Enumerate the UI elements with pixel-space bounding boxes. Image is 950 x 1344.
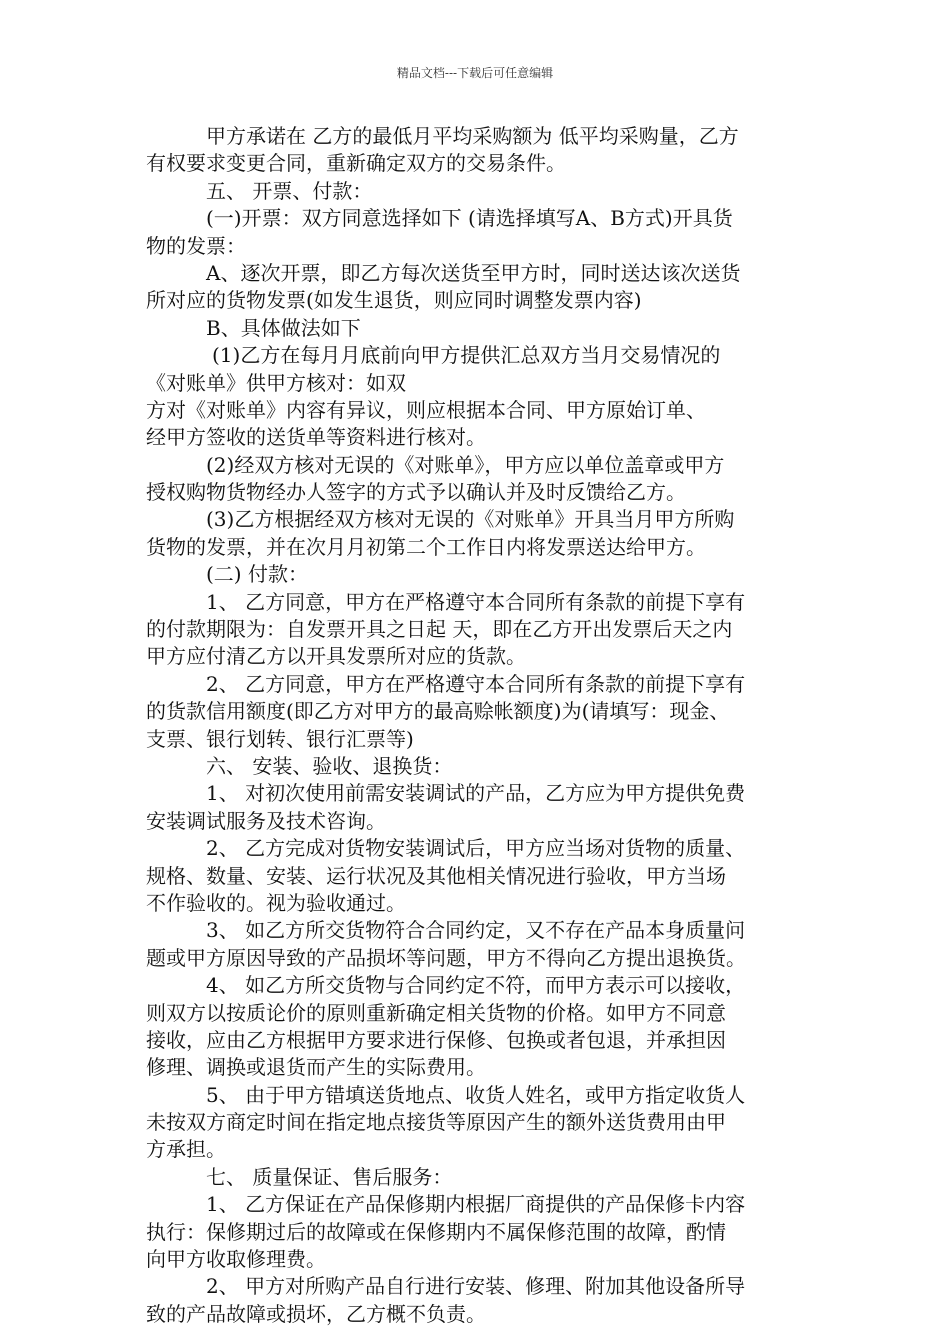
paragraph-line: 2、 乙方同意，甲方在严格遵守本合同所有条款的前提下享有 — [206, 671, 746, 696]
paragraph-line: 安装调试服务及技术咨询。 — [146, 808, 386, 833]
paragraph-line: 1、 对初次使用前需安装调试的产品，乙方应为甲方提供免费 — [206, 781, 746, 806]
paragraph-line: 五、 开票、付款： — [206, 178, 373, 203]
paragraph-line: 的付款期限为：自发票开具之日起 天，即在乙方开出发票后天之内 — [146, 617, 733, 642]
paragraph-line: (一)开票：双方同意选择如下 (请选择填写A、B方式)开具货 — [206, 206, 733, 231]
paragraph-line: 甲方承诺在 乙方的最低月平均采购额为 低平均采购量，乙方 — [206, 124, 739, 148]
paragraph-line: 5、 由于甲方错填送货地点、收货人姓名，或甲方指定收货人 — [206, 1082, 746, 1107]
paragraph-line: (3)乙方根据经双方核对无误的《对账单》开具当月甲方所购 — [206, 507, 735, 532]
paragraph-line: 所对应的货物发票(如发生退货，则应同时调整发票内容) — [146, 288, 642, 313]
paragraph-line: (二) 付款： — [206, 562, 308, 587]
paragraph-line: 题或甲方原因导致的产品损坏等问题，甲方不得向乙方提出退换货。 — [146, 945, 746, 970]
paragraph-line: 方对《对账单》内容有异议，则应根据本合同、甲方原始订单、 — [146, 397, 706, 422]
paragraph-line: B、具体做法如下 — [206, 315, 361, 340]
paragraph-line: 规格、数量、安装、运行状况及其他相关情况进行验收，甲方当场 — [146, 863, 726, 888]
paragraph-line: (1)乙方在每月月底前向甲方提供汇总双方当月交易情况的 — [212, 343, 721, 368]
paragraph-line: 六、 安装、验收、退换货： — [206, 753, 453, 778]
paragraph-line: 授权购物货物经办人签字的方式予以确认并及时反馈给乙方。 — [146, 480, 686, 505]
paragraph-line: 支票、银行划转、银行汇票等) — [146, 726, 414, 751]
paragraph-line: 执行：保修期过后的故障或在保修期内不属保修范围的故障，酌情 — [146, 1219, 726, 1244]
paragraph-line: 甲方应付清乙方以开具发票所对应的货款。 — [146, 644, 526, 669]
paragraph-line: 2、 甲方对所购产品自行进行安装、修理、附加其他设备所导 — [206, 1274, 746, 1299]
paragraph-line: 1、 乙方同意，甲方在严格遵守本合同所有条款的前提下享有 — [206, 589, 746, 614]
paragraph-line: 七、 质量保证、售后服务： — [206, 1164, 453, 1189]
paragraph-line: 不作验收的。视为验收通过。 — [146, 890, 406, 915]
page-header: 精品文档---下载后可任意编辑 — [396, 66, 554, 80]
paragraph-line: 方承担。 — [146, 1137, 226, 1162]
paragraph-line: 则双方以按质论价的原则重新确定相关货物的价格。如甲方不同意 — [146, 1000, 726, 1025]
paragraph-line: 的货款信用额度(即乙方对甲方的最高赊帐额度)为(请填写：现金、 — [146, 699, 730, 724]
paragraph-line: 向甲方收取修理费。 — [146, 1247, 326, 1272]
paragraph-line: 2、 乙方完成对货物安装调试后，甲方应当场对货物的质量、 — [206, 836, 746, 861]
paragraph-line: 致的产品故障或损坏，乙方概不负责。 — [146, 1301, 486, 1326]
paragraph-line: 物的发票： — [146, 233, 246, 258]
paragraph-line: 有权要求变更合同，重新确定双方的交易条件。 — [146, 151, 566, 176]
paragraph-line: 3、 如乙方所交货物符合合同约定，又不存在产品本身质量问 — [206, 918, 746, 943]
paragraph-line: (2)经双方核对无误的《对账单》，甲方应以单位盖章或甲方 — [206, 452, 725, 477]
paragraph-line: 接收，应由乙方根据甲方要求进行保修、包换或者包退，并承担因 — [146, 1027, 726, 1052]
document-body — [146, 123, 826, 1328]
paragraph-line: 4、 如乙方所交货物与合同约定不符，而甲方表示可以接收， — [206, 973, 746, 998]
paragraph-line: A、逐次开票，即乙方每次送货至甲方时，同时送达该次送货 — [206, 260, 741, 285]
paragraph-line: 货物的发票，并在次月月初第二个工作日内将发票送达给甲方。 — [146, 534, 706, 559]
paragraph-line: 未按双方商定时间在指定地点接货等原因产生的额外送货费用由甲 — [146, 1110, 726, 1135]
paragraph-line: 修理、调换或退货而产生的实际费用。 — [146, 1055, 486, 1080]
paragraph-line: 《对账单》供甲方核对：如双 — [146, 370, 406, 395]
paragraph-line: 1、 乙方保证在产品保修期内根据厂商提供的产品保修卡内容 — [206, 1192, 746, 1217]
paragraph-line: 经甲方签收的送货单等资料进行核对。 — [146, 425, 486, 450]
